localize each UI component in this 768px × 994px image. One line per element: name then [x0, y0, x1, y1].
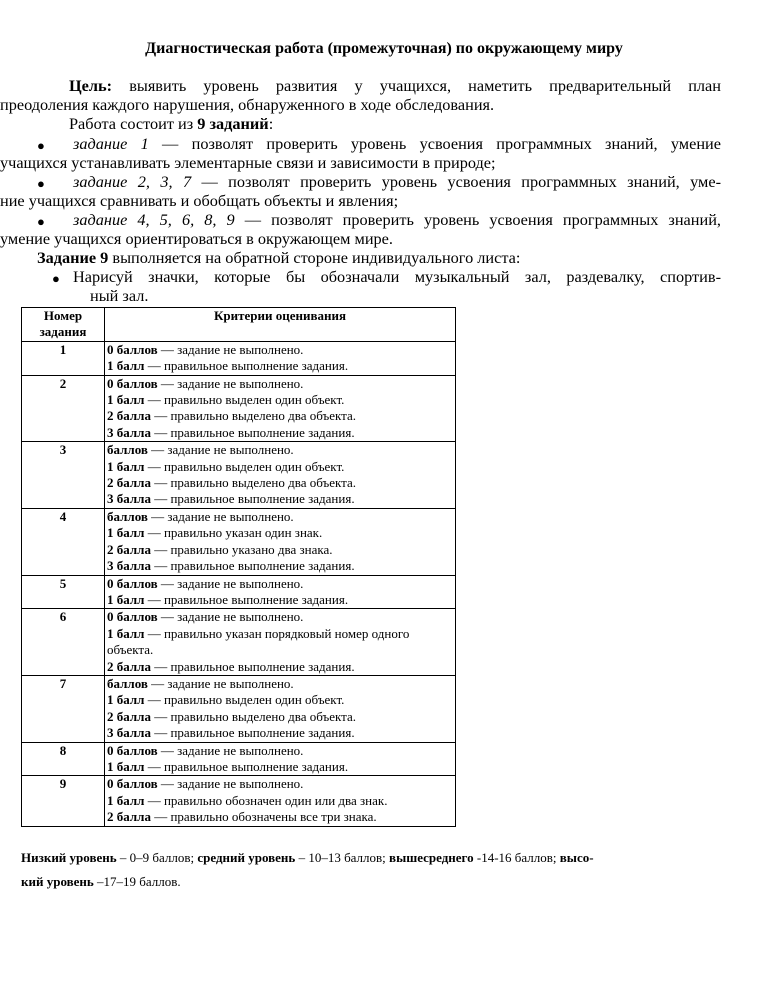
task9-bullet-line-1: Нарисуй значки, которые бы обозначали музыкальный зал, раздевалку, спортив- — [73, 267, 721, 286]
table-row — [22, 341, 456, 375]
table-row — [22, 375, 456, 442]
criteria-line — [107, 459, 455, 475]
score-label: 0 баллов — [107, 609, 158, 625]
level-above-label: вышесреднего — [389, 850, 474, 865]
criteria-line — [107, 743, 455, 759]
score-description: — задание не выполнено. — [147, 508, 294, 524]
bullet-3-task: задание 4, 5, 6, 8, 9 — [73, 210, 235, 229]
criteria-line — [107, 759, 455, 775]
score-label: баллов — [107, 508, 148, 524]
criteria-line — [107, 576, 455, 592]
bullet-dot: ● — [52, 271, 60, 286]
table-row — [22, 609, 456, 676]
score-description: — правильное выполнение задания. — [144, 358, 349, 374]
bullet-1-text: — позволят проверить уровень усвоения программных знаний, умение — [148, 134, 721, 153]
score-description: — правильное выполнение задания. — [150, 424, 355, 440]
score-label: 1 балл — [107, 792, 145, 808]
score-description: — задание не выполнено. — [157, 575, 304, 591]
level-high-label-part1: высо- — [559, 850, 594, 865]
goal-line-2: преодоления каждого нарушения, обнаруженного в ходе обследования. — [0, 95, 495, 114]
score-label: 1 балл — [107, 591, 145, 607]
criteria-cell — [105, 341, 456, 375]
table-row — [22, 575, 456, 609]
criteria-line — [107, 425, 455, 441]
score-label: 0 баллов — [107, 742, 158, 758]
task-number: 9 — [22, 776, 105, 826]
criteria-line — [107, 725, 455, 741]
bullet-3-line-1 — [73, 210, 721, 229]
composition-suffix: : — [268, 114, 274, 133]
task-number: 7 — [22, 675, 105, 742]
goal-line-1 — [69, 76, 721, 95]
task-number: 2 — [22, 375, 105, 442]
score-description: — задание не выполнено. — [147, 675, 294, 691]
criteria-line — [107, 525, 455, 541]
level-high-label-part2: кий уровень — [21, 874, 94, 889]
composition-line — [69, 114, 273, 133]
bullet-2-task: задание 2, 3, 7 — [73, 172, 192, 191]
score-label: 2 балла — [107, 408, 151, 424]
table-row — [22, 776, 456, 826]
criteria-table-body — [22, 341, 456, 826]
criteria-line — [107, 509, 455, 525]
criteria-line — [107, 491, 455, 507]
criteria-cell — [105, 776, 456, 826]
composition-prefix: Работа состоит из — [69, 114, 198, 133]
criteria-line — [107, 408, 455, 424]
criteria-line — [107, 776, 455, 792]
criteria-line — [107, 809, 455, 825]
score-label: 1 балл — [107, 625, 145, 641]
criteria-line — [107, 709, 455, 725]
task9-line — [37, 248, 520, 267]
criteria-cell — [105, 508, 456, 575]
score-label: 1 балл — [107, 525, 145, 541]
level-high-range: –17–19 баллов. — [93, 874, 181, 889]
criteria-line — [107, 659, 455, 675]
score-description: — правильно обозначены все три знака. — [150, 809, 377, 825]
criteria-cell — [105, 442, 456, 509]
score-label: 3 балла — [107, 424, 151, 440]
task-number: 8 — [22, 742, 105, 776]
level-above-range: -14-16 баллов; — [473, 850, 560, 865]
score-description: — правильное выполнение задания. — [150, 725, 355, 741]
score-label: 0 баллов — [107, 776, 158, 792]
criteria-line — [107, 475, 455, 491]
header-task-number — [22, 308, 105, 342]
criteria-line — [107, 376, 455, 392]
task-number: 5 — [22, 575, 105, 609]
bullet-dot: ● — [37, 214, 45, 229]
table-header-row — [22, 308, 456, 342]
score-description: — задание не выполнено. — [147, 442, 294, 458]
score-description: — задание не выполнено. — [157, 742, 304, 758]
criteria-line — [107, 358, 455, 374]
score-label: 0 баллов — [107, 575, 158, 591]
score-description: — правильно указано два знака. — [150, 541, 333, 557]
criteria-line — [107, 542, 455, 558]
score-label: 0 баллов — [107, 341, 158, 357]
criteria-cell — [105, 575, 456, 609]
score-description: — правильно указан один знак. — [144, 525, 323, 541]
score-label: баллов — [107, 675, 148, 691]
task9-label: Задание 9 — [37, 248, 109, 267]
bullet-1-line-1 — [73, 134, 721, 153]
score-description: — правильное выполнение задания. — [150, 658, 355, 674]
level-low-label: Низкий уровень — [21, 850, 117, 865]
score-description: — задание не выполнено. — [157, 776, 304, 792]
bullet-2-text: — позволят проверить уровень усвоения программных знаний, уме- — [191, 172, 722, 191]
criteria-line — [107, 442, 455, 458]
task9-text: выполняется на обратной стороне индивидуального листа: — [108, 248, 521, 267]
criteria-line — [107, 592, 455, 608]
score-label: 2 балла — [107, 475, 151, 491]
bullet-3-text: — позволят проверить уровень усвоения программных знаний, — [234, 210, 721, 229]
score-description: — правильно выделено два объекта. — [150, 708, 357, 724]
task-number: 3 — [22, 442, 105, 509]
score-label: 3 балла — [107, 491, 151, 507]
score-label: 2 балла — [107, 708, 151, 724]
score-label: 1 балл — [107, 458, 145, 474]
bullet-3-line-2: умение учащихся ориентироваться в окружающем мире. — [0, 229, 393, 248]
bullet-dot: ● — [37, 176, 45, 191]
bullet-2-line-1 — [73, 172, 721, 191]
score-label: 0 баллов — [107, 375, 158, 391]
header-criteria: Критерии оценивания — [105, 308, 456, 342]
task-number: 6 — [22, 609, 105, 676]
criteria-line — [107, 609, 455, 625]
score-label: 1 балл — [107, 758, 145, 774]
score-label: 1 балл — [107, 358, 145, 374]
task-number: 4 — [22, 508, 105, 575]
bullet-1-line-2: учащихся устанавливать элементарные связи и зависимости в природе; — [0, 153, 496, 172]
score-description: — правильно выделен один объект. — [144, 392, 345, 408]
table-row — [22, 508, 456, 575]
table-row — [22, 442, 456, 509]
task-number: 1 — [22, 341, 105, 375]
score-description: — правильно выделено два объекта. — [150, 408, 357, 424]
score-label: 3 балла — [107, 725, 151, 741]
bullet-dot: ● — [37, 138, 45, 153]
criteria-line — [107, 392, 455, 408]
criteria-line — [107, 558, 455, 574]
criteria-line — [107, 342, 455, 358]
score-description: — правильно выделено два объекта. — [150, 475, 357, 491]
score-label: баллов — [107, 442, 148, 458]
score-description: — правильно обозначен один или два знак. — [144, 792, 388, 808]
score-description: — задание не выполнено. — [157, 609, 304, 625]
score-description: — правильное выполнение задания. — [150, 491, 355, 507]
criteria-cell — [105, 375, 456, 442]
header-num-line-2: задания — [39, 324, 87, 340]
criteria-line — [107, 793, 455, 809]
page-title: Диагностическая работа (промежуточная) по окружающему миру — [145, 40, 623, 57]
score-description: — задание не выполнено. — [157, 375, 304, 391]
criteria-cell — [105, 609, 456, 676]
level-mid-label: средний уровень — [197, 850, 296, 865]
score-label: 2 балла — [107, 809, 151, 825]
score-label: 1 балл — [107, 392, 145, 408]
score-label: 2 балла — [107, 658, 151, 674]
criteria-table — [21, 307, 456, 827]
criteria-cell — [105, 675, 456, 742]
goal-text-1: выявить уровень развития у учащихся, наметить предварительный план — [129, 76, 721, 95]
bullet-1-task: задание 1 — [73, 134, 149, 153]
score-description: — правильно выделен один объект. — [144, 692, 345, 708]
level-low-range: – 0–9 баллов; — [116, 850, 198, 865]
goal-label: Цель: — [69, 76, 113, 95]
score-description: — правильно указан порядковый номер одного объекта. — [107, 625, 410, 658]
score-description: — задание не выполнено. — [157, 341, 304, 357]
criteria-cell — [105, 742, 456, 776]
level-mid-range: – 10–13 баллов; — [295, 850, 390, 865]
composition-count: 9 заданий — [197, 114, 269, 133]
score-description: — правильное выполнение задания. — [144, 591, 349, 607]
score-label: 1 балл — [107, 692, 145, 708]
table-row — [22, 675, 456, 742]
table-row — [22, 742, 456, 776]
score-label: 2 балла — [107, 541, 151, 557]
criteria-line — [107, 692, 455, 708]
score-description: — правильное выполнение задания. — [144, 758, 349, 774]
score-description: — правильно выделен один объект. — [144, 458, 345, 474]
bullet-2-line-2: ние учащихся сравнивать и обобщать объекты и явления; — [0, 191, 399, 210]
levels-summary — [21, 846, 721, 894]
header-num-line-1: Номер — [43, 308, 83, 323]
criteria-line — [107, 626, 455, 659]
task9-bullet-line-2: ный зал. — [90, 286, 149, 305]
criteria-line — [107, 676, 455, 692]
score-description: — правильное выполнение задания. — [150, 558, 355, 574]
score-label: 3 балла — [107, 558, 151, 574]
